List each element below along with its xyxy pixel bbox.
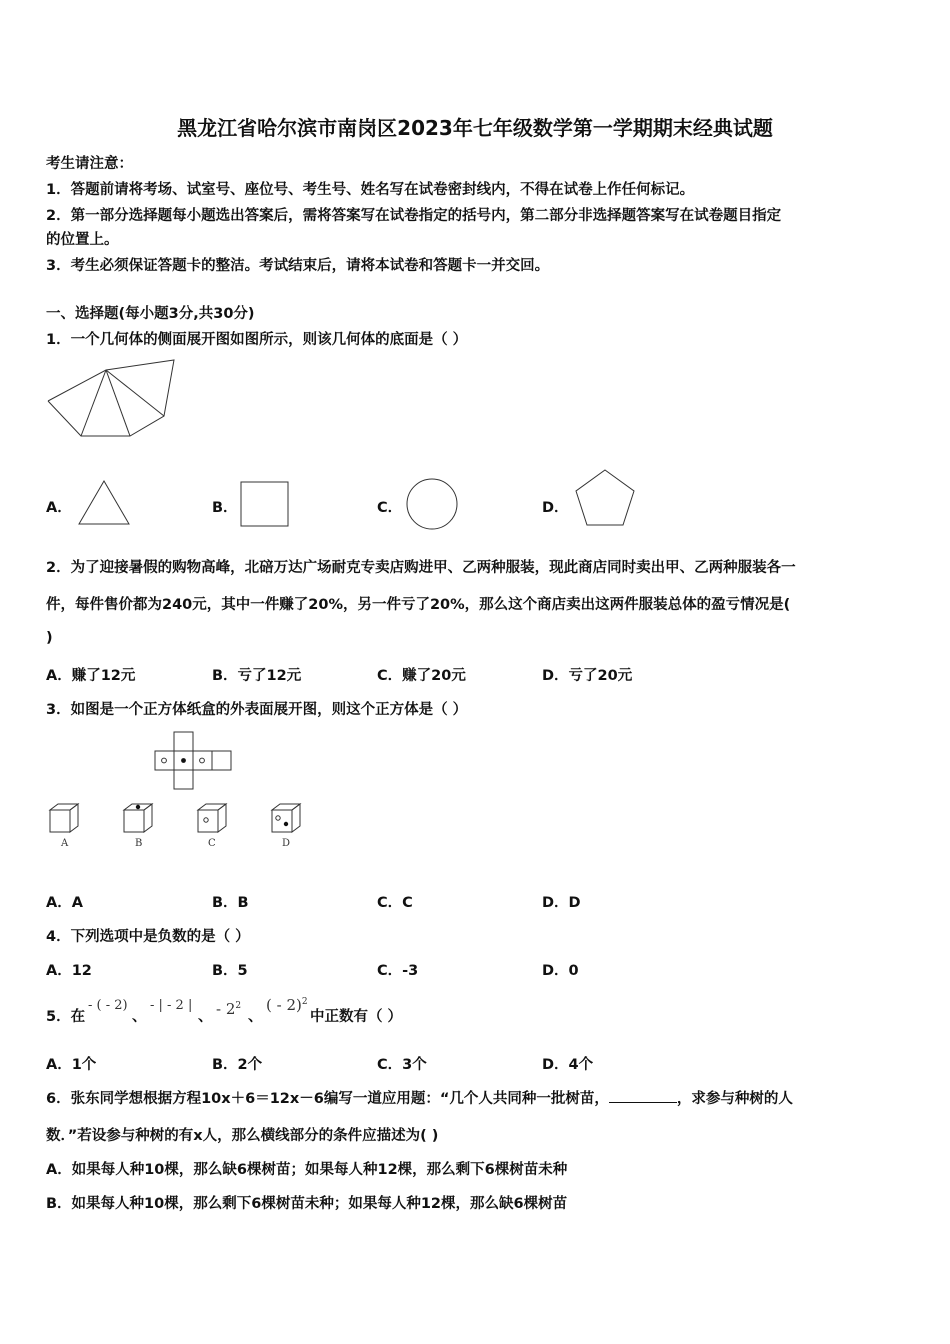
separator: 、 <box>248 1009 263 1025</box>
cube-d-icon <box>270 802 304 836</box>
q4-option-a[interactable]: A．12 <box>46 963 92 979</box>
square-shape <box>239 480 291 528</box>
cube-a-label: A <box>61 838 69 849</box>
section-heading: 一、选择题(每小题3分,共30分) <box>46 306 255 322</box>
q4-option-c[interactable]: C．-3 <box>377 963 419 979</box>
q3-option-a[interactable]: A．A <box>46 895 83 911</box>
question-5-prefix: 5．在 <box>46 1009 86 1025</box>
pentagon-shape <box>572 467 638 529</box>
q5-option-b[interactable]: B．2个 <box>212 1057 263 1073</box>
q6-option-b[interactable]: B．如果每人种10棵，那么剩下6棵树苗未种；如果每人种12棵，那么缺6棵树苗 <box>46 1196 568 1212</box>
q1-option-c[interactable]: C． <box>377 500 403 516</box>
q1-option-d[interactable]: D． <box>542 500 569 516</box>
cube-a-icon <box>48 802 82 836</box>
question-4-stem: 4．下列选项中是负数的是（ ） <box>46 929 250 945</box>
answer-blank[interactable] <box>609 1088 677 1103</box>
lateral-net-figure <box>44 356 184 441</box>
expr-neg-two-squared: - $2^2$ <box>216 1000 242 1018</box>
notice-item: 1．答题前请将考场、试室号、座位号、考生号、姓名写在试卷密封线内，不得在试卷上作任何标记。 <box>46 182 695 198</box>
notice-item: 2．第一部分选择题每小题选出答案后，需将答案写在试卷指定的括号内，第二部分非选择题答案写在试卷题目指定 <box>46 208 782 224</box>
expr-neg-neg-two: - ( - 2) <box>88 998 128 1013</box>
cube-b-icon <box>122 802 156 836</box>
cube-c-icon <box>196 802 230 836</box>
q1-option-a[interactable]: A． <box>46 500 72 516</box>
question-6-line: 数．”若设参与种树的有x人，那么横线部分的条件应描述为( ) <box>46 1128 439 1144</box>
expr-neg-abs-two: - | - 2 | <box>150 998 193 1013</box>
q2-option-a[interactable]: A．赚了12元 <box>46 668 136 684</box>
expr-neg-two-paren-squared: ( - 2)$^2$ <box>266 996 308 1014</box>
page-title: 黑龙江省哈尔滨市南岗区2023年七年级数学第一学期期末经典试题 <box>177 116 773 140</box>
cube-b-label: B <box>135 838 143 849</box>
q2-option-b[interactable]: B．亏了12元 <box>212 668 302 684</box>
q4-option-d[interactable]: D．0 <box>542 963 579 979</box>
cube-d-label: D <box>282 838 291 849</box>
q5-option-c[interactable]: C．3个 <box>377 1057 427 1073</box>
triangle-shape <box>77 478 131 526</box>
q2-option-c[interactable]: C．赚了20元 <box>377 668 466 684</box>
q3-option-d[interactable]: D．D <box>542 895 581 911</box>
separator: 、 <box>198 1009 213 1025</box>
separator: 、 <box>132 1009 147 1025</box>
question-2-line: ) <box>46 630 53 646</box>
q6-option-a[interactable]: A．如果每人种10棵，那么缺6棵树苗；如果每人种12棵，那么剩下6棵树苗未种 <box>46 1162 568 1178</box>
question-2-line: 件，每件售价都为240元，其中一件赚了20%，另一件亏了20%，那么这个商店卖出这两件服装总体的盈亏情况是( <box>46 597 791 613</box>
cube-net-figure <box>154 731 234 791</box>
q3-option-b[interactable]: B．B <box>212 895 249 911</box>
question-2-line: 2．为了迎接暑假的购物高峰，北碚万达广场耐克专卖店购进甲、乙两种服装，现此商店同时卖出甲、乙两种服装各一 <box>46 560 796 576</box>
circle-shape <box>404 477 460 531</box>
notice-heading: 考生请注意： <box>46 156 133 172</box>
question-1-stem: 1．一个几何体的侧面展开图如图所示，则该几何体的底面是（ ） <box>46 332 468 348</box>
q4-option-b[interactable]: B．5 <box>212 963 248 979</box>
q5-option-d[interactable]: D．4个 <box>542 1057 594 1073</box>
notice-item: 的位置上。 <box>46 232 119 248</box>
q1-option-b[interactable]: B． <box>212 500 238 516</box>
q2-option-d[interactable]: D．亏了20元 <box>542 668 633 684</box>
question-3-stem: 3．如图是一个正方体纸盒的外表面展开图，则这个正方体是（ ） <box>46 702 468 718</box>
q3-option-c[interactable]: C．C <box>377 895 413 911</box>
q5-option-a[interactable]: A．1个 <box>46 1057 97 1073</box>
cube-c-label: C <box>208 838 216 849</box>
notice-item: 3．考生必须保证答题卡的整洁。考试结束后，请将本试卷和答题卡一并交回。 <box>46 258 550 274</box>
question-6-line: 6．张东同学想根据方程10x＋6＝12x－6编写一道应用题：“几个人共同种一批树苗， ，求参与种树的人 <box>46 1087 793 1108</box>
question-5-suffix: 中正数有（ ） <box>310 1009 403 1025</box>
